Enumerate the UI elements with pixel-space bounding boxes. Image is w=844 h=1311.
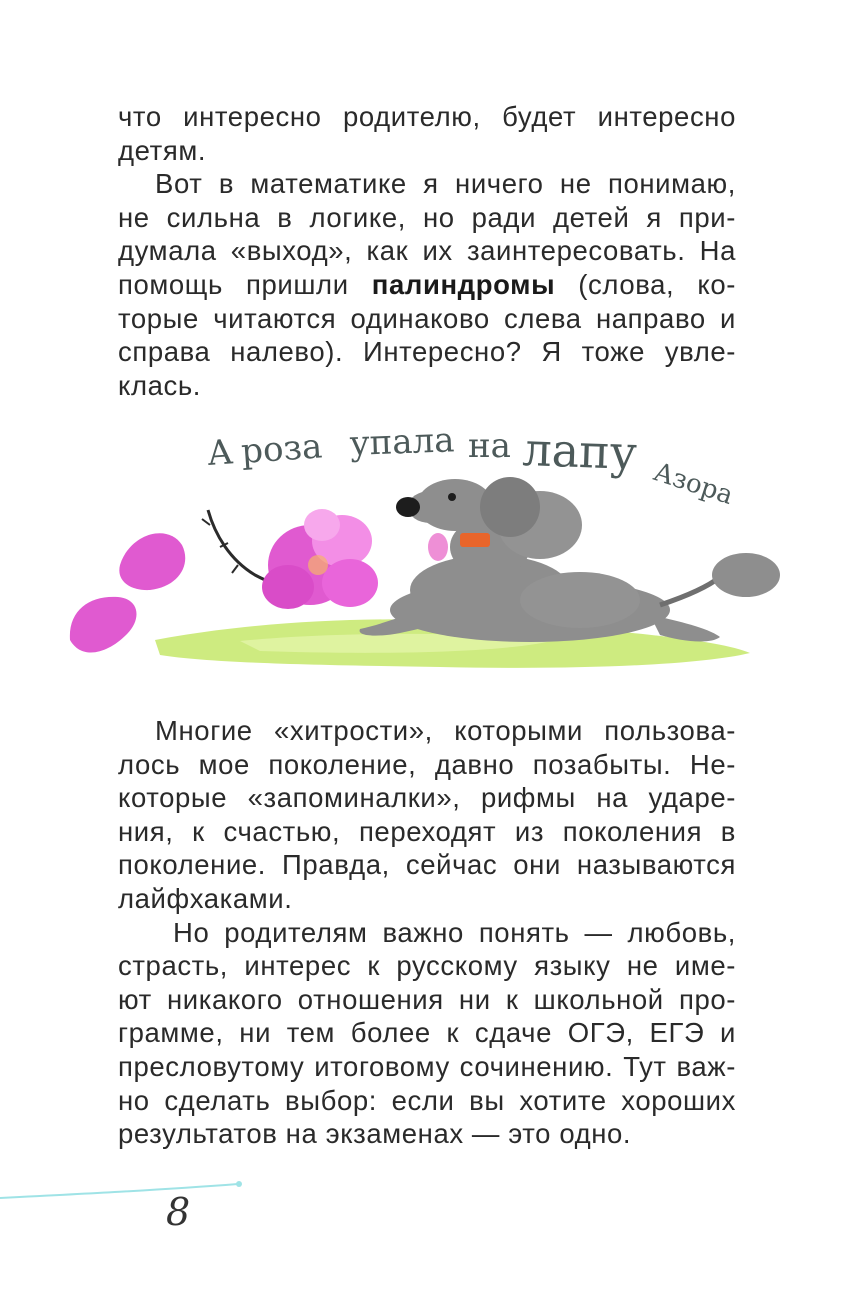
- footer-decorative-line: [0, 1180, 250, 1202]
- stem-thorn: [202, 519, 238, 573]
- caption-word-upala: упала: [348, 420, 456, 464]
- text-line: пресловутому итоговому сочинению. Тут важ-: [118, 1050, 736, 1082]
- text-line: Но родителям важно понять — любовь,: [173, 916, 736, 948]
- text-line: не сильна в логике, но ради детей я при-: [118, 201, 736, 233]
- illustration-svg: [60, 415, 800, 695]
- text-segment: помощь пришли: [118, 268, 372, 300]
- poodle-tongue: [428, 533, 448, 561]
- caption-word-a: А: [205, 432, 235, 474]
- text-line: ют никакого отношения ни к школьной про-: [118, 983, 736, 1015]
- caption-word-roza: роза: [239, 426, 324, 472]
- poodle-collar: [460, 533, 490, 547]
- petal-left-bottom: [70, 597, 137, 653]
- poodle-eye: [448, 493, 456, 501]
- text-line: поколение. Правда, сейчас они называются: [118, 849, 736, 881]
- poodle-rose-illustration: [60, 415, 800, 695]
- text-line: думала «выход», как их заинтересовать. На: [118, 235, 736, 267]
- caption-word-lapu: лапу: [521, 422, 638, 480]
- text-line: ния, к счастью, переходят из поколения в: [118, 815, 736, 847]
- text-line: справа налево). Интересно? Я тоже увле-: [118, 336, 736, 368]
- text-line: Вот в математике я ничего не понимаю,: [155, 168, 736, 200]
- text-line: но сделать выбор: если вы хотите хороших: [118, 1084, 736, 1116]
- text-line: результатов на экзаменах — это одно.: [118, 1118, 632, 1150]
- text-line: которые «запоминалки», рифмы на ударе-: [118, 782, 736, 814]
- poodle-ear: [480, 477, 540, 537]
- text-segment: (слова, ко-: [555, 268, 736, 300]
- text-line: что интересно родителю, будет интересно: [118, 101, 736, 132]
- petal-left-top: [119, 533, 185, 590]
- bold-term-palindromes: палиндромы: [371, 268, 556, 300]
- top-text-block: [118, 100, 736, 402]
- text-line: лайфхаками.: [118, 882, 293, 914]
- page-number: 8: [166, 1190, 191, 1234]
- text-line: торые читаются одинаково слева направо и: [118, 302, 736, 334]
- bottom-text-block: [118, 714, 736, 1151]
- text-line: лось мое поколение, давно позабыты. Не-: [118, 748, 736, 780]
- text-line: страсть, интерес к русскому языку не име-: [118, 950, 736, 982]
- text-line: грамме, ни тем более к сдаче ОГЭ, ЕГЭ и: [118, 1017, 736, 1049]
- poodle-nose: [396, 497, 420, 517]
- caption-word-azora: Азора: [649, 457, 737, 511]
- text-line: детям.: [118, 134, 207, 166]
- caption-word-na: на: [468, 426, 511, 466]
- rose-flower: [262, 509, 378, 609]
- text-line: Многие «хитрости», которыми пользова-: [155, 715, 736, 746]
- text-line-with-bold: [118, 268, 736, 302]
- text-line: клась.: [118, 369, 201, 401]
